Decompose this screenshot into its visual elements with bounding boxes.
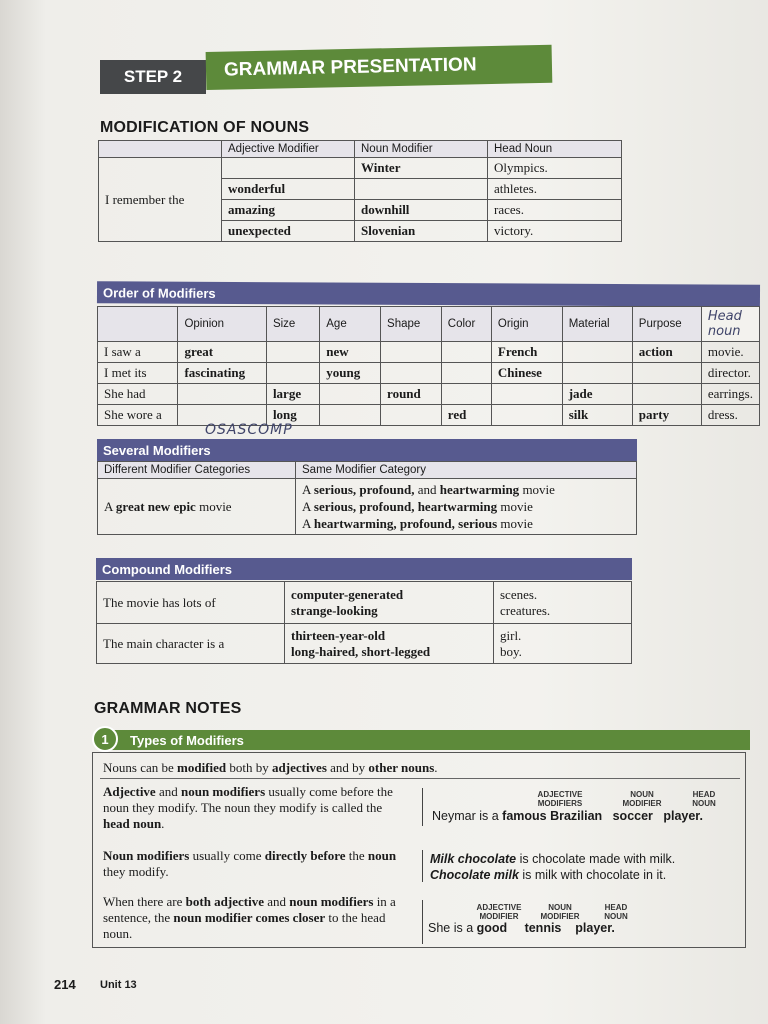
text-bold: player.	[663, 809, 703, 823]
table-cell: downhill	[355, 200, 488, 221]
table-cell	[632, 363, 701, 384]
table-cell: young	[320, 363, 381, 384]
table-cell	[491, 405, 562, 426]
table-cell	[381, 405, 442, 426]
table-cell: unexpected	[222, 221, 355, 242]
subject-cell: I remember the	[99, 158, 222, 242]
table-cell: I saw a	[98, 342, 178, 363]
text-bold: other nouns	[368, 760, 435, 775]
table-cell	[381, 363, 442, 384]
text-bold: noun	[367, 848, 397, 863]
text: movie	[195, 498, 232, 514]
text: movie	[519, 482, 555, 497]
example-rule	[422, 850, 423, 882]
table-cell: jade	[562, 384, 632, 405]
table-cell	[494, 624, 632, 664]
example-sentence-3	[428, 921, 615, 935]
note-paragraph-2	[103, 848, 403, 880]
table-cell	[441, 342, 491, 363]
table-cell: athletes.	[488, 179, 622, 200]
text-bold: famous Brazilian	[502, 809, 603, 823]
col-purpose: Purpose	[632, 307, 701, 342]
text: both by	[226, 760, 273, 775]
col-same-category: Same Modifier Category	[296, 462, 637, 479]
col-different-categories: Different Modifier Categories	[98, 462, 296, 479]
text: is chocolate made with milk.	[516, 852, 676, 866]
text-bold: Adjective	[103, 784, 156, 799]
text-bold: great new epic	[115, 498, 196, 514]
label-head-noun: HEAD NOUN	[692, 790, 716, 808]
example-line	[302, 498, 630, 515]
table-cell: movie.	[701, 342, 759, 363]
table-cell: new	[320, 342, 381, 363]
text: they modify.	[103, 864, 169, 879]
text: girl.	[500, 627, 522, 643]
text: movie	[497, 516, 533, 531]
text: thirteen-year-old	[291, 627, 386, 643]
table-cell	[491, 384, 562, 405]
table-cell: Slovenian	[355, 221, 488, 242]
note-paragraph-1	[103, 784, 403, 832]
text: usually come	[189, 848, 265, 863]
table-cell	[266, 342, 319, 363]
table-cell: fascinating	[178, 363, 267, 384]
table-cell	[441, 384, 491, 405]
types-bar: Types of Modifiers	[100, 730, 750, 750]
intro-text	[103, 760, 703, 776]
table-cell	[494, 582, 632, 624]
modification-heading: MODIFICATION OF NOUNS	[100, 119, 310, 136]
unit-label: Unit 13	[100, 979, 137, 991]
compound-table	[96, 581, 632, 664]
text: scenes.	[500, 586, 538, 602]
col-age: Age	[320, 307, 381, 342]
example-line	[302, 515, 630, 532]
several-table	[97, 461, 637, 535]
example-rule	[422, 788, 423, 826]
text: Nouns can be	[103, 760, 178, 775]
modification-table	[98, 140, 622, 242]
label-noun-modifier: NOUN MODIFIER	[540, 903, 580, 921]
table-cell: round	[381, 384, 442, 405]
text: A	[104, 498, 116, 514]
text-bold: noun modifiers	[180, 784, 266, 799]
table-cell: She wore a	[98, 405, 178, 426]
text-bold: Noun modifiers	[103, 848, 190, 863]
text-bold: heartwarming, profound, serious	[313, 516, 498, 531]
table-cell: earrings.	[701, 384, 759, 405]
table-cell	[285, 624, 494, 664]
col-noun-modifier: Noun Modifier	[355, 141, 488, 158]
table-cell: wonderful	[222, 179, 355, 200]
table-cell	[355, 179, 488, 200]
text-bold: good	[476, 921, 508, 935]
page-number: 214	[54, 977, 76, 992]
table-cell: large	[266, 384, 319, 405]
label-noun-modifier: NOUN MODIFIER	[622, 790, 662, 808]
text: When there are	[103, 894, 186, 909]
table-cell: long	[266, 405, 319, 426]
table-cell: amazing	[222, 200, 355, 221]
table-cell: director.	[701, 363, 759, 384]
table-cell: dress.	[701, 405, 759, 426]
table-cell	[562, 363, 632, 384]
text: the	[345, 848, 368, 863]
text-bold: tennis	[524, 921, 562, 935]
table-cell	[266, 363, 319, 384]
table-cell	[178, 384, 267, 405]
text-bold: noun modifier comes closer	[173, 910, 326, 925]
table-cell: I met its	[98, 363, 178, 384]
table-cell: party	[632, 405, 701, 426]
text: and	[264, 894, 290, 909]
col-origin: Origin	[491, 307, 562, 342]
col-size: Size	[266, 307, 319, 342]
step-label: STEP 2	[100, 60, 206, 94]
col-material: Material	[562, 307, 632, 342]
table-cell: French	[491, 342, 562, 363]
col-adjective-modifier: Adjective Modifier	[222, 141, 355, 158]
same-examples	[296, 479, 637, 535]
text-bold: both adjective	[185, 894, 264, 909]
text: computer-generated	[291, 586, 404, 602]
table-cell: The main character is a	[97, 624, 285, 664]
text: creatures.	[500, 602, 551, 618]
text-bold: serious, profound, heartwarming	[313, 499, 498, 514]
text: and	[414, 482, 440, 497]
table-cell: victory.	[488, 221, 622, 242]
example-line	[302, 481, 630, 498]
text-bold: player.	[575, 921, 615, 935]
text: A	[302, 516, 314, 531]
table-cell	[381, 342, 442, 363]
example-line	[430, 868, 666, 882]
grammar-notes-heading: GRAMMAR NOTES	[94, 700, 242, 717]
col-color: Color	[441, 307, 491, 342]
table-cell	[285, 582, 494, 624]
col-opinion: Opinion	[178, 307, 267, 342]
example-sentence-1	[432, 809, 703, 823]
table-cell: She had	[98, 384, 178, 405]
text-bold: serious, profound,	[313, 482, 415, 497]
table-cell	[320, 384, 381, 405]
table-cell: silk	[562, 405, 632, 426]
text-bold: heartwarming	[439, 482, 520, 497]
label-adjective-modifier: ADJECTIVE MODIFIER	[476, 903, 522, 921]
table-cell: Chinese	[491, 363, 562, 384]
table-cell: Winter	[355, 158, 488, 179]
table-cell	[562, 342, 632, 363]
text-bold: adjectives	[272, 760, 327, 775]
text: Neymar is a	[432, 809, 503, 823]
col-shape: Shape	[381, 307, 442, 342]
text: boy.	[500, 643, 522, 659]
table-cell	[222, 158, 355, 179]
table-cell	[320, 405, 381, 426]
table-cell: great	[178, 342, 267, 363]
text: to the head noun.	[103, 910, 386, 941]
table-cell	[632, 384, 701, 405]
label-adjective-modifiers: ADJECTIVE MODIFIERS	[537, 790, 583, 808]
text: She is a	[428, 921, 477, 935]
text: is milk with chocolate in it.	[518, 868, 667, 882]
example-line	[430, 852, 675, 866]
text: .	[161, 816, 165, 831]
note-paragraph-3	[103, 894, 403, 942]
table-cell: red	[441, 405, 491, 426]
table-cell: races.	[488, 200, 622, 221]
example-rule	[422, 900, 423, 944]
label-head-noun: HEAD NOUN	[604, 903, 628, 921]
text: .	[434, 760, 438, 775]
text: in a sentence, the	[103, 894, 396, 925]
divider	[100, 778, 740, 779]
order-table	[97, 306, 760, 426]
text-bold: modified	[177, 760, 227, 775]
handwritten-head-noun: Head noun	[707, 309, 742, 339]
text-bold: Chocolate milk	[430, 868, 519, 882]
table-cell	[441, 363, 491, 384]
table-cell: Olympics.	[488, 158, 622, 179]
text-bold: directly before	[264, 848, 346, 863]
order-bar: Order of Modifiers	[97, 281, 760, 306]
text: A	[302, 482, 314, 497]
table-cell: action	[632, 342, 701, 363]
note-number: 1	[92, 726, 118, 752]
col-head-noun: Head Noun	[488, 141, 622, 158]
text: usually come before the noun they modify. The noun they modify is called the	[103, 784, 393, 815]
text: and	[155, 784, 181, 799]
text-bold: Milk chocolate	[430, 852, 517, 866]
handwritten-note: OSASCOMP	[205, 422, 293, 438]
text: A	[302, 499, 314, 514]
several-bar: Several Modifiers	[97, 439, 637, 461]
text: movie	[497, 499, 533, 514]
text-bold: head noun	[103, 816, 162, 831]
compound-bar: Compound Modifiers	[96, 558, 632, 580]
text-bold: noun modifiers	[289, 894, 374, 909]
text: long-haired, short-legged	[291, 643, 431, 659]
text: and by	[326, 760, 369, 775]
section-title: GRAMMAR PRESENTATION	[206, 45, 553, 90]
text-bold: soccer	[612, 809, 653, 823]
text: strange-looking	[291, 602, 378, 618]
different-example	[98, 479, 296, 535]
table-cell: The movie has lots of	[97, 582, 285, 624]
